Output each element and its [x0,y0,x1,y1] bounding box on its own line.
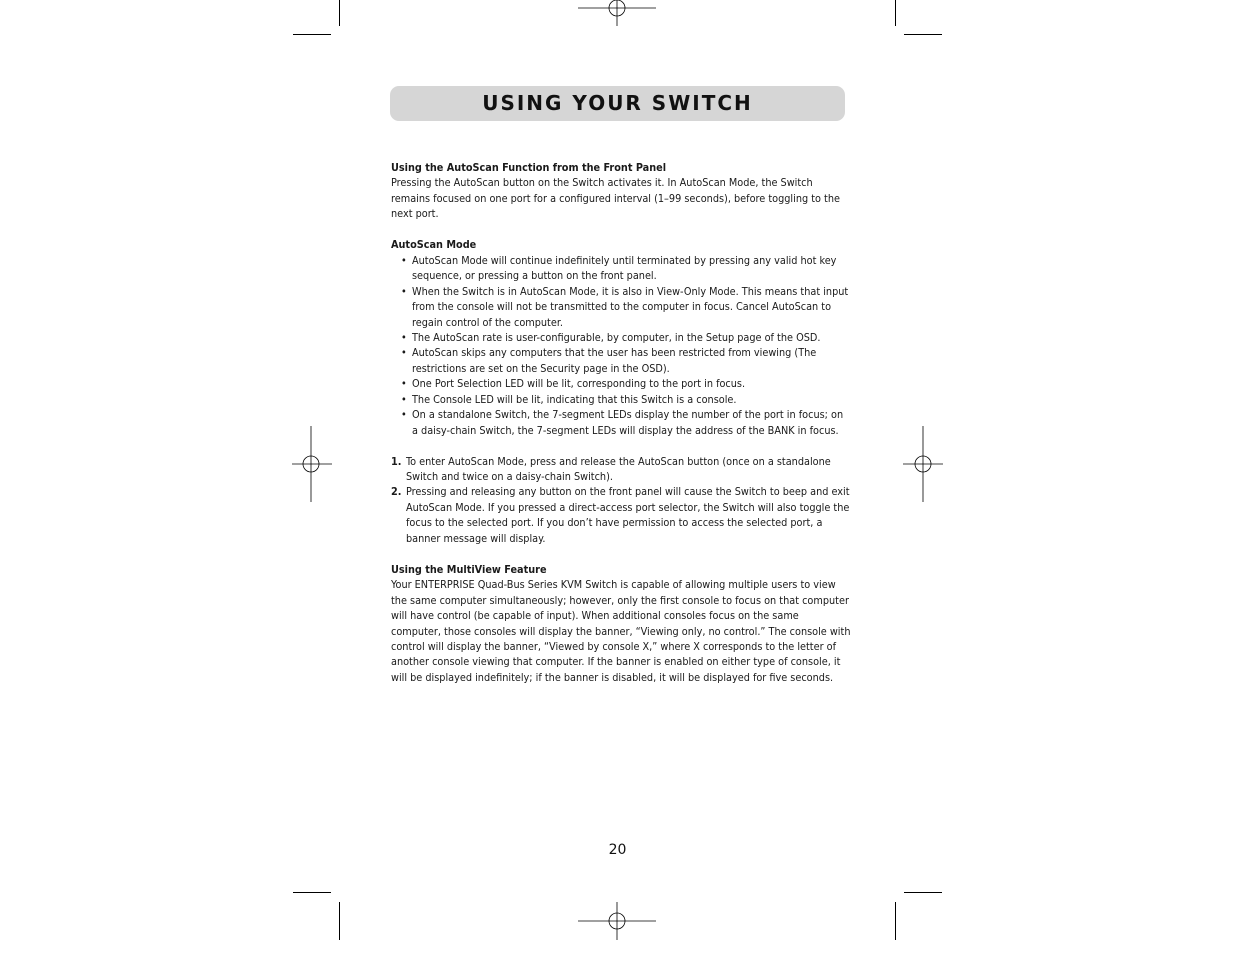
multiview-heading: Using the MultiView Feature [391,562,547,576]
crop-mark-top-right-horizontal [904,34,942,35]
step-number: 1. [391,454,402,468]
step-text: Pressing and releasing any button on the front panel will cause the Switch to beep and exit AutoScan Mode. If you pressed a direct-access port selector, the Switch will also toggle the focus to the selected port. If you don’t have permission to access the selected port, a banner message will display. [406,485,850,545]
multiview-paragraph: Your ENTERPRISE Quad-Bus Series KVM Switch is capable of allowing multiple users to view the same computer simultaneously; however, only the first console to focus on that computer will have control (be capable of input). When additional consoles focus on the same computer, those consoles will display the banner, “Viewing only, no control.” The console with control will display the banner, “Viewed by console X,” where X corresponds to the letter of another console viewing that computer. If the banner is enabled on either type of console, it will be displayed indefinitely; if the banner is disabled, it will be displayed for five seconds. [391,578,851,684]
bullet-item: • The AutoScan rate is user-configurable, by computer, in the Setup page of the OSD. [401,330,851,345]
crop-mark-top-right-vertical [895,0,896,26]
autoscan-mode-heading: AutoScan Mode [391,238,477,252]
autoscan-mode-bullet-list [391,253,851,438]
crop-mark-bottom-right-vertical [895,902,896,940]
page-title: USING YOUR SWITCH [482,91,753,115]
crop-mark-top-left-horizontal [293,34,331,35]
bullet-item: • One Port Selection LED will be lit, corresponding to the port in focus. [401,376,851,391]
step-number: 2. [391,485,402,499]
main-content [391,160,851,685]
crop-mark-top-left-vertical [339,0,340,26]
bullet-item: • The Console LED will be lit, indicating that this Switch is a console. [401,392,851,407]
crop-mark-bottom-left-vertical [339,902,340,940]
registration-mark-bottom [578,902,656,942]
autoscan-steps-list [391,454,851,547]
registration-mark-top [578,0,656,28]
registration-mark-left [292,426,332,504]
bullet-item: • AutoScan Mode will continue indefinitely until terminated by pressing any valid hot key sequence, or pressing a button on the front panel. [401,253,851,284]
bullet-item: • On a standalone Switch, the 7-segment LEDs display the number of the port in focus; on a daisy-chain Switch, the 7-segment LEDs will display the address of the BANK in focus. [401,407,851,438]
crop-mark-bottom-right-horizontal [904,892,942,893]
bullet-item: • AutoScan skips any computers that the user has been restricted from viewing (The restrictions are set on the Security page in the OSD). [401,345,851,376]
section-title-banner [390,86,845,121]
autoscan-front-panel-heading: Using the AutoScan Function from the Front Panel [391,161,667,174]
step-item [391,484,851,546]
bullet-item: • When the Switch is in AutoScan Mode, it is also in View-Only Mode. This means that input from the console will not be transmitted to the computer in focus. Cancel AutoScan to regain control of the computer. [401,284,851,330]
step-text: To enter AutoScan Mode, press and release the AutoScan button (once on a standalone Switch and twice on a daisy-chain Switch). [406,454,831,484]
autoscan-front-panel-paragraph: Pressing the AutoScan button on the Switch activates it. In AutoScan Mode, the Switch remains focused on one port for a configured interval (1–99 seconds), before toggling to the next port. [391,176,841,221]
step-item [391,454,851,485]
page-number: 20 [608,842,627,858]
crop-mark-bottom-left-horizontal [293,892,331,893]
registration-mark-right [903,426,943,504]
